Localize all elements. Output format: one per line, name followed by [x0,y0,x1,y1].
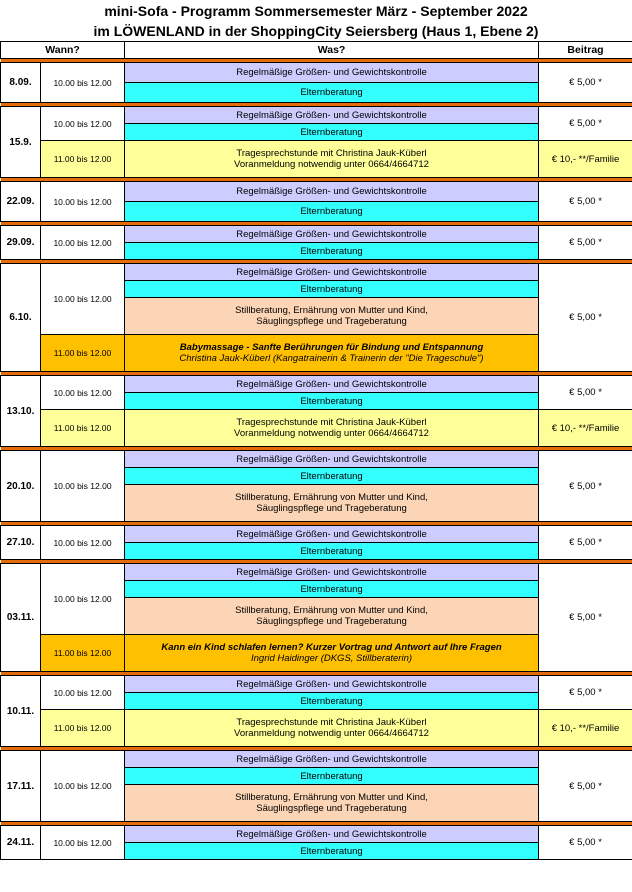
time-cell: 10.00 bis 12.00 [41,564,125,635]
time-cell: 10.00 bis 12.00 [41,526,125,560]
activity-parent-counseling: Elternberatung [125,768,539,785]
table-row [1,635,632,672]
time-cell: 10.00 bis 12.00 [41,182,125,222]
activity-line: Stillberatung, Ernährung von Mutter und Kind, [235,792,428,803]
time-cell: 10.00 bis 12.00 [41,63,125,103]
fee-cell: € 5,00 * [539,564,632,672]
activity-weight-check: Regelmäßige Größen- und Gewichtskontrolle [125,182,539,202]
table-row [1,564,632,581]
activity-line: Tragesprechstunde mit Christina Jauk-Küberl [236,148,427,159]
date-cell: 15.9. [1,107,41,178]
table-row [1,826,632,843]
fee-cell: € 5,00 * [539,182,632,222]
date-cell: 8.09. [1,63,41,103]
activity-parent-counseling: Elternberatung [125,124,539,141]
time-cell: 11.00 bis 12.00 [41,335,125,372]
activity-line: Säuglingspflege und Trageberatung [256,316,407,327]
column-header-when: Wann? [1,42,125,59]
activity-breastfeeding-counseling [125,598,539,635]
date-cell: 20.10. [1,451,41,522]
date-cell: 29.09. [1,226,41,260]
activity-line: Voranmeldung notwendig unter 0664/4664712 [234,428,429,439]
fee-cell: € 10,- **/Familie [539,141,632,178]
activity-sleep-talk [125,635,539,672]
activity-line: Voranmeldung notwendig unter 0664/4664712 [234,728,429,739]
activity-line: Voranmeldung notwendig unter 0664/4664712 [234,159,429,170]
fee-cell: € 5,00 * [539,107,632,141]
activity-line: Säuglingspflege und Trageberatung [256,503,407,514]
activity-weight-check: Regelmäßige Größen- und Gewichtskontrolle [125,226,539,243]
activity-weight-check: Regelmäßige Größen- und Gewichtskontrolle [125,376,539,393]
table-row [1,141,632,178]
activity-line: Säuglingspflege und Trageberatung [256,803,407,814]
activity-line: Tragesprechstunde mit Christina Jauk-Küberl [236,717,427,728]
fee-cell: € 5,00 * [539,751,632,822]
activity-line: Tragesprechstunde mit Christina Jauk-Küberl [236,417,427,428]
activity-weight-check: Regelmäßige Größen- und Gewichtskontrolle [125,63,539,83]
date-cell: 17.11. [1,751,41,822]
table-row [1,335,632,372]
header-row [1,42,632,59]
time-cell: 11.00 bis 12.00 [41,410,125,447]
fee-cell: € 5,00 * [539,451,632,522]
fee-cell: € 10,- **/Familie [539,410,632,447]
activity-parent-counseling: Elternberatung [125,281,539,298]
activity-parent-counseling: Elternberatung [125,843,539,860]
activity-weight-check: Regelmäßige Größen- und Gewichtskontrolle [125,826,539,843]
activity-parent-counseling: Elternberatung [125,581,539,598]
time-cell: 11.00 bis 12.00 [41,710,125,747]
activity-weight-check: Regelmäßige Größen- und Gewichtskontrolle [125,564,539,581]
time-cell: 10.00 bis 12.00 [41,264,125,335]
date-cell: 10.11. [1,676,41,747]
time-cell: 10.00 bis 12.00 [41,107,125,141]
table-row [1,451,632,468]
table-row [1,710,632,747]
activity-line: Stillberatung, Ernährung von Mutter und Kind, [235,305,428,316]
fee-cell: € 5,00 * [539,264,632,372]
date-cell: 6.10. [1,264,41,372]
activity-weight-check: Regelmäßige Größen- und Gewichtskontrolle [125,107,539,124]
activity-line: Stillberatung, Ernährung von Mutter und Kind, [235,492,428,503]
activity-weight-check: Regelmäßige Größen- und Gewichtskontrolle [125,526,539,543]
title-line-1: mini-Sofa - Programm Sommersemester März - September 2022 [104,3,528,19]
title-line-2: im LÖWENLAND in der ShoppingCity Seiersberg (Haus 1, Ebene 2) [93,23,539,39]
time-cell: 10.00 bis 12.00 [41,751,125,822]
activity-weight-check: Regelmäßige Größen- und Gewichtskontrolle [125,676,539,693]
table-row [1,107,632,124]
table-row [1,264,632,281]
activity-carrying-consultation [125,141,539,178]
fee-cell: € 5,00 * [539,826,632,860]
date-cell: 03.11. [1,564,41,672]
activity-line: Ingrid Haidinger (DKGS, Stillberaterin) [250,653,413,664]
table-row [1,226,632,243]
time-cell: 11.00 bis 12.00 [41,635,125,672]
time-cell: 10.00 bis 12.00 [41,826,125,860]
activity-parent-counseling: Elternberatung [125,202,539,222]
activity-parent-counseling: Elternberatung [125,543,539,560]
date-cell: 27.10. [1,526,41,560]
fee-cell: € 5,00 * [539,526,632,560]
table-row [1,526,632,543]
time-cell: 10.00 bis 12.00 [41,676,125,710]
fee-cell: € 5,00 * [539,676,632,710]
date-cell: 24.11. [1,826,41,860]
fee-cell: € 5,00 * [539,63,632,103]
activity-weight-check: Regelmäßige Größen- und Gewichtskontrolle [125,264,539,281]
column-header-fee: Beitrag [539,42,632,59]
table-row [1,182,632,202]
activity-breastfeeding-counseling [125,298,539,335]
activity-carrying-consultation [125,410,539,447]
time-cell: 10.00 bis 12.00 [41,451,125,522]
activity-baby-massage [125,335,539,372]
document-title [0,0,632,41]
activity-line: Kann ein Kind schlafen lernen? Kurzer Vortrag und Antwort auf Ihre Fragen [161,642,502,653]
activity-breastfeeding-counseling [125,785,539,822]
activity-parent-counseling: Elternberatung [125,393,539,410]
fee-cell: € 5,00 * [539,376,632,410]
time-cell: 10.00 bis 12.00 [41,226,125,260]
activity-line: Säuglingspflege und Trageberatung [256,616,407,627]
fee-cell: € 10,- **/Familie [539,710,632,747]
time-cell: 11.00 bis 12.00 [41,141,125,178]
schedule-table [0,41,632,860]
fee-cell: € 5,00 * [539,226,632,260]
date-cell: 13.10. [1,376,41,447]
activity-weight-check: Regelmäßige Größen- und Gewichtskontrolle [125,451,539,468]
activity-line: Stillberatung, Ernährung von Mutter und Kind, [235,605,428,616]
activity-breastfeeding-counseling [125,485,539,522]
activity-parent-counseling: Elternberatung [125,468,539,485]
table-row [1,376,632,393]
activity-parent-counseling: Elternberatung [125,243,539,260]
activity-line: Christina Jauk-Küberl (Kangatrainerin & Trainerin der "Die Trageschule") [179,353,484,364]
activity-line: Babymassage - Sanfte Berührungen für Bindung und Entspannung [179,342,484,353]
activity-carrying-consultation [125,710,539,747]
activity-parent-counseling: Elternberatung [125,83,539,103]
table-row [1,63,632,83]
activity-parent-counseling: Elternberatung [125,693,539,710]
table-row [1,410,632,447]
date-cell: 22.09. [1,182,41,222]
column-header-what: Was? [125,42,539,59]
table-row [1,676,632,693]
time-cell: 10.00 bis 12.00 [41,376,125,410]
activity-weight-check: Regelmäßige Größen- und Gewichtskontrolle [125,751,539,768]
table-row [1,751,632,768]
